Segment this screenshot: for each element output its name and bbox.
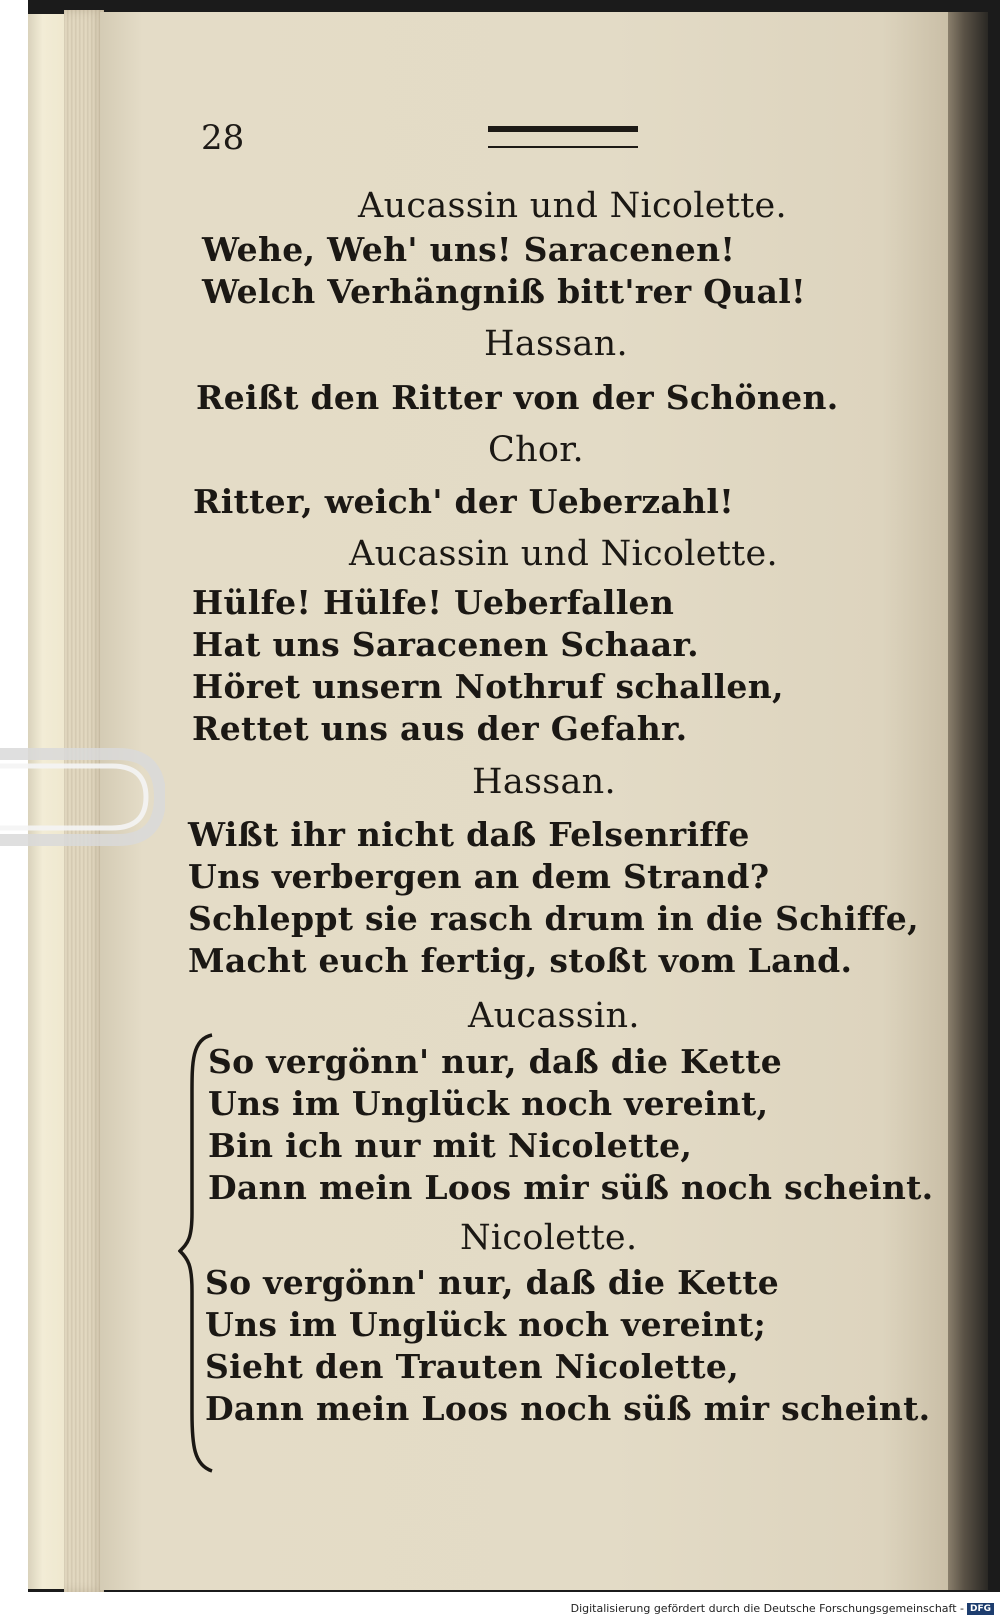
header-rule-thin	[488, 146, 638, 148]
verse-line: Schleppt sie rasch drum in die Schiffe,	[188, 899, 919, 938]
verse-line: Sieht den Trauten Nicolette,	[205, 1347, 739, 1386]
verse-line: Uns verbergen an dem Strand?	[188, 857, 770, 896]
verse-line: Ritter, weich' der Ueberzahl!	[193, 482, 735, 521]
digitization-credit	[571, 1602, 994, 1615]
verse-line: Wißt ihr nicht daß Felsenriffe	[188, 815, 750, 854]
credit-text: Digitalisierung gefördert durch die Deutsche Forschungsgemeinschaft -	[570, 1602, 964, 1615]
verse-line: Reißt den Ritter von der Schönen.	[196, 378, 839, 417]
speaker-heading: Aucassin und Nicolette.	[349, 534, 778, 574]
speaker-heading: Nicolette.	[460, 1218, 638, 1258]
verse-line: Uns im Unglück noch vereint,	[208, 1084, 769, 1123]
speaker-heading: Aucassin und Nicolette.	[358, 186, 787, 226]
verse-line: Welch Verhängniß bitt'rer Qual!	[202, 272, 806, 311]
speaker-heading: Hassan.	[484, 324, 628, 364]
verse-line: Wehe, Weh' uns! Saracenen!	[202, 230, 736, 269]
page-number: 28	[201, 118, 245, 158]
speaker-heading: Aucassin.	[468, 996, 640, 1036]
verse-line: Bin ich nur mit Nicolette,	[208, 1126, 693, 1165]
verse-line: Macht euch fertig, stoßt vom Land.	[188, 941, 853, 980]
dfg-logo: DFG	[967, 1603, 994, 1615]
speaker-heading: Hassan.	[472, 762, 616, 802]
verse-line: So vergönn' nur, daß die Kette	[205, 1263, 780, 1302]
verse-line: Hat uns Saracenen Schaar.	[192, 625, 699, 664]
verse-line: Dann mein Loos noch süß mir scheint.	[205, 1389, 931, 1428]
paper-clip	[0, 742, 165, 852]
speaker-heading: Chor.	[488, 430, 584, 470]
verse-line: Uns im Unglück noch vereint;	[205, 1305, 767, 1344]
verse-line: So vergönn' nur, daß die Kette	[208, 1042, 783, 1081]
verse-line: Höret unsern Nothruf schallen,	[192, 667, 784, 706]
header-rule-thick	[488, 126, 638, 132]
verse-line: Rettet uns aus der Gefahr.	[192, 709, 688, 748]
verse-line: Hülfe! Hülfe! Ueberfallen	[192, 583, 675, 622]
facing-page-gutter	[948, 12, 988, 1590]
verse-line: Dann mein Loos mir süß noch scheint.	[208, 1168, 934, 1207]
